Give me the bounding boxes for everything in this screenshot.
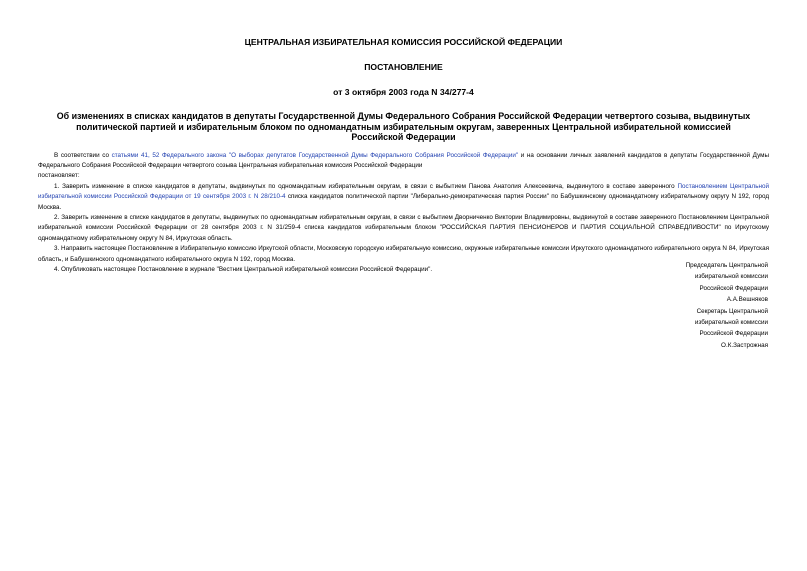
- preamble-text-start: В соответствии со: [54, 151, 112, 159]
- resolves-line: постановляет:: [38, 172, 80, 180]
- preamble-text-end: и на основании личных заявлений кандидатов в депутаты Государственной Думы Федерального Собрания Российской Федерации четвертого созыва Центральная избирательная комиссия Российской Федерации: [38, 151, 769, 169]
- preamble-paragraph: [38, 151, 769, 172]
- document-body: [38, 151, 769, 276]
- date-number-heading: от 3 октября 2003 года N 34/277-4: [333, 87, 474, 97]
- document-title: Об изменениях в списках кандидатов в депутаты Государственной Думы Федерального Собрания Российской Федерации четвертого созыва, выдвинутых политической партией и избирательным блоком по одномандатным избирательным округам, заверенных Центральной избирательной комиссией Российской Федерации: [56, 111, 751, 142]
- item-2-paragraph: 2. Заверить изменение в списке кандидатов в депутаты, выдвинутых по одномандатным избирательным округам, в связи с выбытием Дворниченко Виктории Владимировны, выдвинутой в составе заверенного Постановлением Центральной избирательной комиссии Российской Федерации от 28 сентября 2003 г. N 31/259-4 списка кандидатов избирательным блоком "РОССИЙСКАЯ ПАРТИЯ ПЕНСИОНЕРОВ И ПАРТИЯ СОЦИАЛЬНОЙ СПРАВЕДЛИВОСТИ" по Иркутскому одномандатному избирательному округу N 84, Иркутская область.: [38, 213, 769, 242]
- secretary-title-line-1: Секретарь Центральной: [696, 307, 768, 315]
- signature-block: [608, 260, 768, 351]
- item-1-text-end: списка кандидатов политической партии "Либерально-демократическая партия России" по Бабушкинскому одномандатному избирательному округу N 192, город Москва.: [38, 193, 769, 211]
- secretary-title-line-2: избирательной комиссии: [694, 319, 768, 327]
- document-type-heading: ПОСТАНОВЛЕНИЕ: [364, 62, 443, 72]
- item-1-paragraph: [38, 182, 769, 213]
- chairman-name: А.А.Вешняков: [726, 296, 768, 304]
- chairman-title-line-3: Российской Федерации: [699, 284, 768, 292]
- item-1-text-start: 1. Заверить изменение в списке кандидатов в депутаты, выдвинутых по одномандатным избирательным округам, в связи с выбытием Панова Анатолия Алексеевича, выдвинутого в составе заверенного: [54, 182, 678, 190]
- chairman-title-line-2: избирательной комиссии: [694, 273, 768, 281]
- item-4-paragraph: 4. Опубликовать настоящее Постановление в журнале "Вестник Центральной избирательной комиссии Российской Федерации".: [54, 265, 433, 273]
- secretary-name: О.К.Застрожная: [721, 341, 768, 349]
- item-3-paragraph: 3. Направить настоящее Постановление в Избирательную комиссию Иркутской области, Московскую городскую избирательную комиссию, окружные избирательные комиссии Иркутского одномандатного избирательного округа N 84, Иркутская область, и Бабушкинского одномандатного избирательного округа N 192, город Москва.: [38, 245, 769, 263]
- secretary-title-line-3: Российской Федерации: [699, 330, 768, 338]
- agency-heading: ЦЕНТРАЛЬНАЯ ИЗБИРАТЕЛЬНАЯ КОМИССИЯ РОССИЙСКОЙ ФЕДЕРАЦИИ: [244, 37, 563, 47]
- federal-law-link[interactable]: статьями 41, 52 Федерального закона "О выборах депутатов Государственной Думы Федерального Собрания Российской Федерации": [111, 151, 519, 159]
- chairman-title-line-1: Председатель Центральной: [685, 262, 768, 269]
- resolution-link[interactable]: Постановлением Центральной избирательной комиссии Российской Федерации от 19 сентября 2003 г. N 28/210-4: [38, 182, 769, 201]
